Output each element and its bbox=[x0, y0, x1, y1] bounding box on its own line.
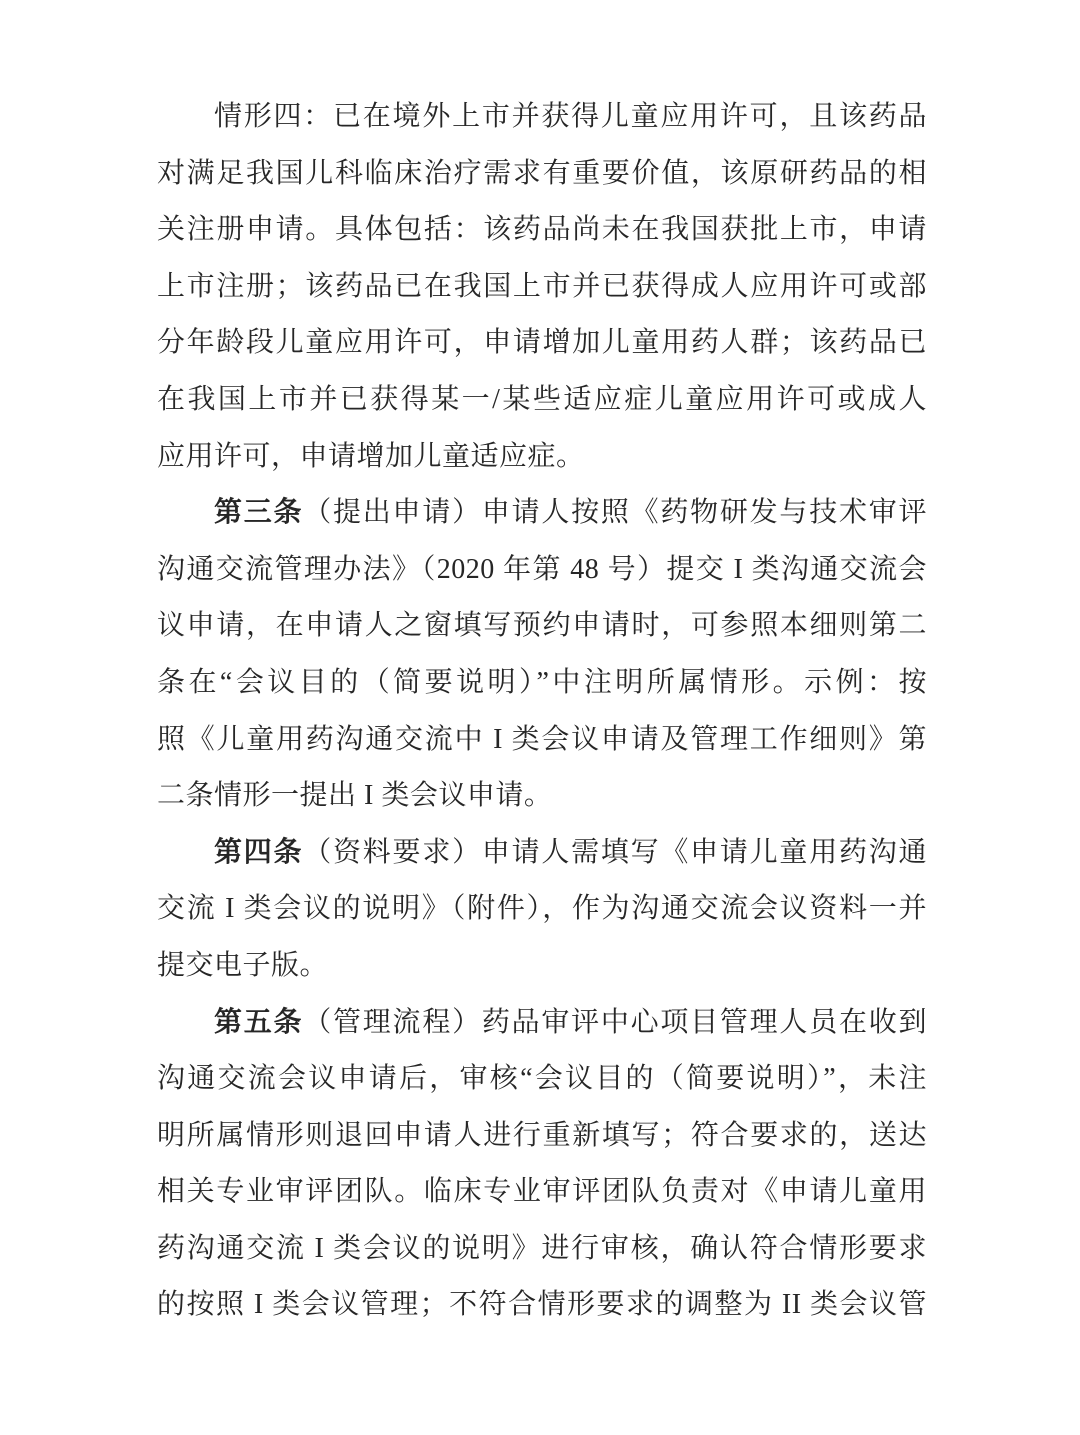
body-text: 交流 I 类会议的说明》（附件），作为沟通交流会议资料一并 bbox=[157, 893, 927, 925]
text-line bbox=[157, 1164, 927, 1221]
body-text: （提出申请）申请人按照《药物研发与技术审评 bbox=[303, 497, 927, 529]
text-line bbox=[157, 881, 927, 938]
text-line bbox=[157, 542, 927, 599]
body-text: 药沟通交流 I 类会议的说明》进行审核，确认符合情形要求 bbox=[157, 1232, 927, 1264]
body-text: 沟通交流会议申请后，审核“会议目的（简要说明）”，未注 bbox=[157, 1063, 927, 1095]
body-text: 沟通交流管理办法》（2020 年第 48 号）提交 I 类沟通交流会 bbox=[157, 553, 927, 585]
text-line bbox=[157, 89, 927, 146]
body-text: 议申请，在申请人之窗填写预约申请时，可参照本细则第二 bbox=[157, 610, 927, 642]
body-text: 应用许可，申请增加儿童适应症。 bbox=[157, 440, 585, 472]
body-text: 在我国上市并已获得某一/某些适应症儿童应用许可或成人 bbox=[157, 383, 927, 415]
text-line bbox=[157, 768, 927, 825]
body-text: 分年龄段儿童应用许可，申请增加儿童用药人群；该药品已 bbox=[157, 327, 927, 359]
body-text: 相关专业审评团队。临床专业审评团队负责对《申请儿童用 bbox=[157, 1176, 927, 1208]
text-line bbox=[157, 655, 927, 712]
text-line bbox=[157, 825, 927, 882]
body-text: 二条情形一提出 I 类会议申请。 bbox=[157, 780, 553, 812]
text-line bbox=[157, 485, 927, 542]
body-text: 提交电子版。 bbox=[157, 949, 329, 981]
body-text: 上市注册；该药品已在我国上市并已获得成人应用许可或部 bbox=[157, 270, 927, 302]
body-text: 的按照 I 类会议管理；不符合情形要求的调整为 II 类会议管 bbox=[157, 1289, 927, 1321]
article-number: 第三条 bbox=[214, 497, 304, 529]
text-line bbox=[157, 202, 927, 259]
body-text: （管理流程）药品审评中心项目管理人员在收到 bbox=[303, 1006, 927, 1038]
document-body bbox=[157, 89, 927, 1334]
body-text: 情形四：已在境外上市并获得儿童应用许可，且该药品 bbox=[214, 101, 927, 132]
body-text: 条在“会议目的（简要说明）”中注明所属情形。示例：按 bbox=[157, 666, 927, 698]
text-line bbox=[157, 1277, 927, 1334]
article-number: 第四条 bbox=[214, 836, 304, 868]
body-text: 明所属情形则退回申请人进行重新填写；符合要求的，送达 bbox=[157, 1119, 927, 1151]
body-text: 对满足我国儿科临床治疗需求有重要价值，该原研药品的相 bbox=[157, 157, 927, 189]
text-line bbox=[157, 146, 927, 203]
text-line bbox=[157, 938, 927, 995]
text-line bbox=[157, 372, 927, 429]
body-text: （资料要求）申请人需填写《申请儿童用药沟通 bbox=[303, 836, 927, 868]
text-line bbox=[157, 429, 927, 486]
body-text: 关注册申请。具体包括：该药品尚未在我国获批上市，申请 bbox=[157, 214, 927, 246]
article-number: 第五条 bbox=[214, 1006, 304, 1038]
text-line bbox=[157, 598, 927, 655]
body-text: 照《儿童用药沟通交流中 I 类会议申请及管理工作细则》第 bbox=[157, 723, 927, 755]
text-line bbox=[157, 1051, 927, 1108]
text-line bbox=[157, 259, 927, 316]
text-line bbox=[157, 315, 927, 372]
text-line bbox=[157, 712, 927, 769]
text-line bbox=[157, 995, 927, 1052]
text-line bbox=[157, 1221, 927, 1278]
text-line bbox=[157, 1108, 927, 1165]
